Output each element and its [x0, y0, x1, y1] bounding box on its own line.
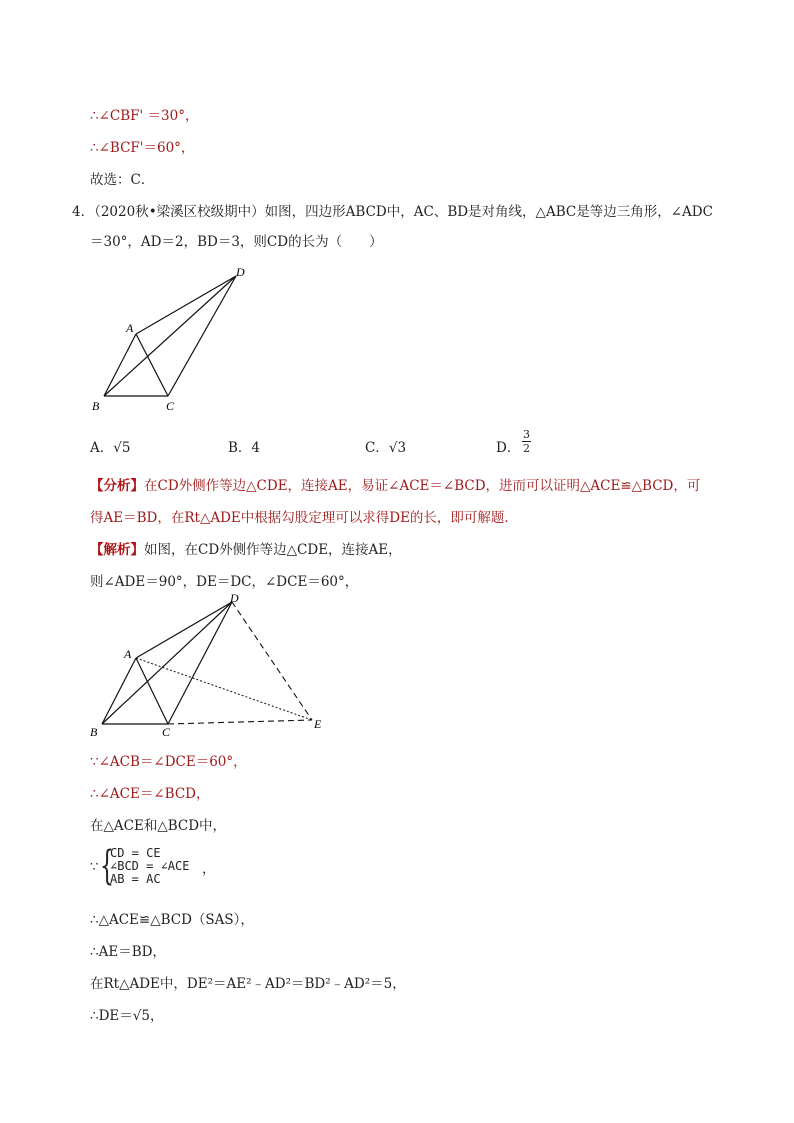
top-line-2: ∴∠BCF'＝60°， — [90, 140, 195, 156]
fig2-label-e: E — [314, 717, 322, 731]
fig2-label-b: B — [90, 725, 98, 739]
step-6: 在Rt△ADE中，DE²＝AE²﹣AD²＝BD²﹣AD²＝5， — [90, 976, 406, 992]
solution-tag: 【解析】 — [90, 542, 144, 558]
option-d-numerator: 3 — [523, 428, 530, 441]
question-number: 4． — [72, 204, 95, 220]
system-row-3: AB = AC — [110, 872, 161, 886]
option-d-prefix: D． — [496, 440, 521, 456]
option-c-value: √3 — [388, 440, 407, 456]
fig1-label-a: A — [126, 321, 134, 335]
brace-icon: { — [100, 843, 114, 889]
option-c-prefix: C． — [365, 440, 389, 456]
fig2-label-a: A — [124, 647, 132, 661]
option-b — [228, 436, 260, 456]
step-2: ∴∠ACE＝∠BCD， — [90, 786, 210, 802]
question-text-1: （2020秋•梁溪区校级期中）如图，四边形ABCD中，AC、BD是对角线，△ABC是等边三角形，∠ADC — [94, 204, 713, 220]
step-7: ∴DE＝√5， — [90, 1008, 164, 1024]
option-b-prefix: B． — [228, 440, 252, 456]
fig1-label-d: D — [236, 265, 245, 279]
solution-line-1 — [90, 538, 402, 558]
solution-line-2: 则∠ADE＝90°，DE＝DC，∠DCE＝60°， — [90, 574, 359, 590]
question-line-1 — [72, 200, 713, 220]
question-line-2: ＝30°，AD＝2，BD＝3，则CD的长为（ ） — [90, 234, 383, 250]
option-d-fraction — [522, 428, 531, 455]
figure-1 — [80, 258, 270, 418]
analysis-tag: 【分析】 — [90, 478, 144, 494]
option-c — [365, 436, 406, 456]
system-row-1: CD = CE — [110, 846, 161, 860]
top-line-1: ∴∠CBF' ＝30°， — [90, 108, 199, 124]
fig2-label-c: C — [162, 725, 171, 739]
fig1-label-c: C — [166, 399, 175, 413]
system-row-2: ∠BCD = ∠ACE — [110, 859, 190, 873]
option-d — [496, 436, 520, 456]
top-line-3: 故选：C． — [90, 172, 155, 188]
system-suffix: ， — [202, 862, 216, 877]
figure-2 — [80, 588, 340, 748]
step-5: ∴AE＝BD， — [90, 944, 166, 960]
option-d-denominator: 2 — [523, 442, 530, 455]
option-b-value: 4 — [251, 440, 261, 456]
option-a-prefix: A． — [90, 440, 114, 456]
option-a — [90, 436, 130, 456]
solution-text-1: 如图，在CD外侧作等边△CDE，连接AE， — [144, 542, 402, 558]
fig2-label-d: D — [230, 591, 239, 605]
analysis-line-1 — [90, 474, 700, 494]
analysis-line-2: 得AE＝BD，在Rt△ADE中根据勾股定理可以求得DE的长，即可解题． — [90, 510, 518, 526]
step-4: ∴△ACE≌△BCD（SAS）， — [90, 912, 254, 928]
option-a-value: √5 — [113, 440, 131, 456]
step-1: ∵∠ACB＝∠DCE＝60°， — [90, 754, 247, 770]
analysis-text-1: 在CD外侧作等边△CDE，连接AE，易证∠ACE＝∠BCD，进而可以证明△ACE≌△BCD，可 — [144, 478, 701, 494]
answer-options — [90, 430, 650, 460]
system-prefix: ∵ — [90, 860, 99, 875]
step-3: 在△ACE和△BCD中， — [90, 818, 227, 834]
fig1-label-b: B — [92, 399, 100, 413]
